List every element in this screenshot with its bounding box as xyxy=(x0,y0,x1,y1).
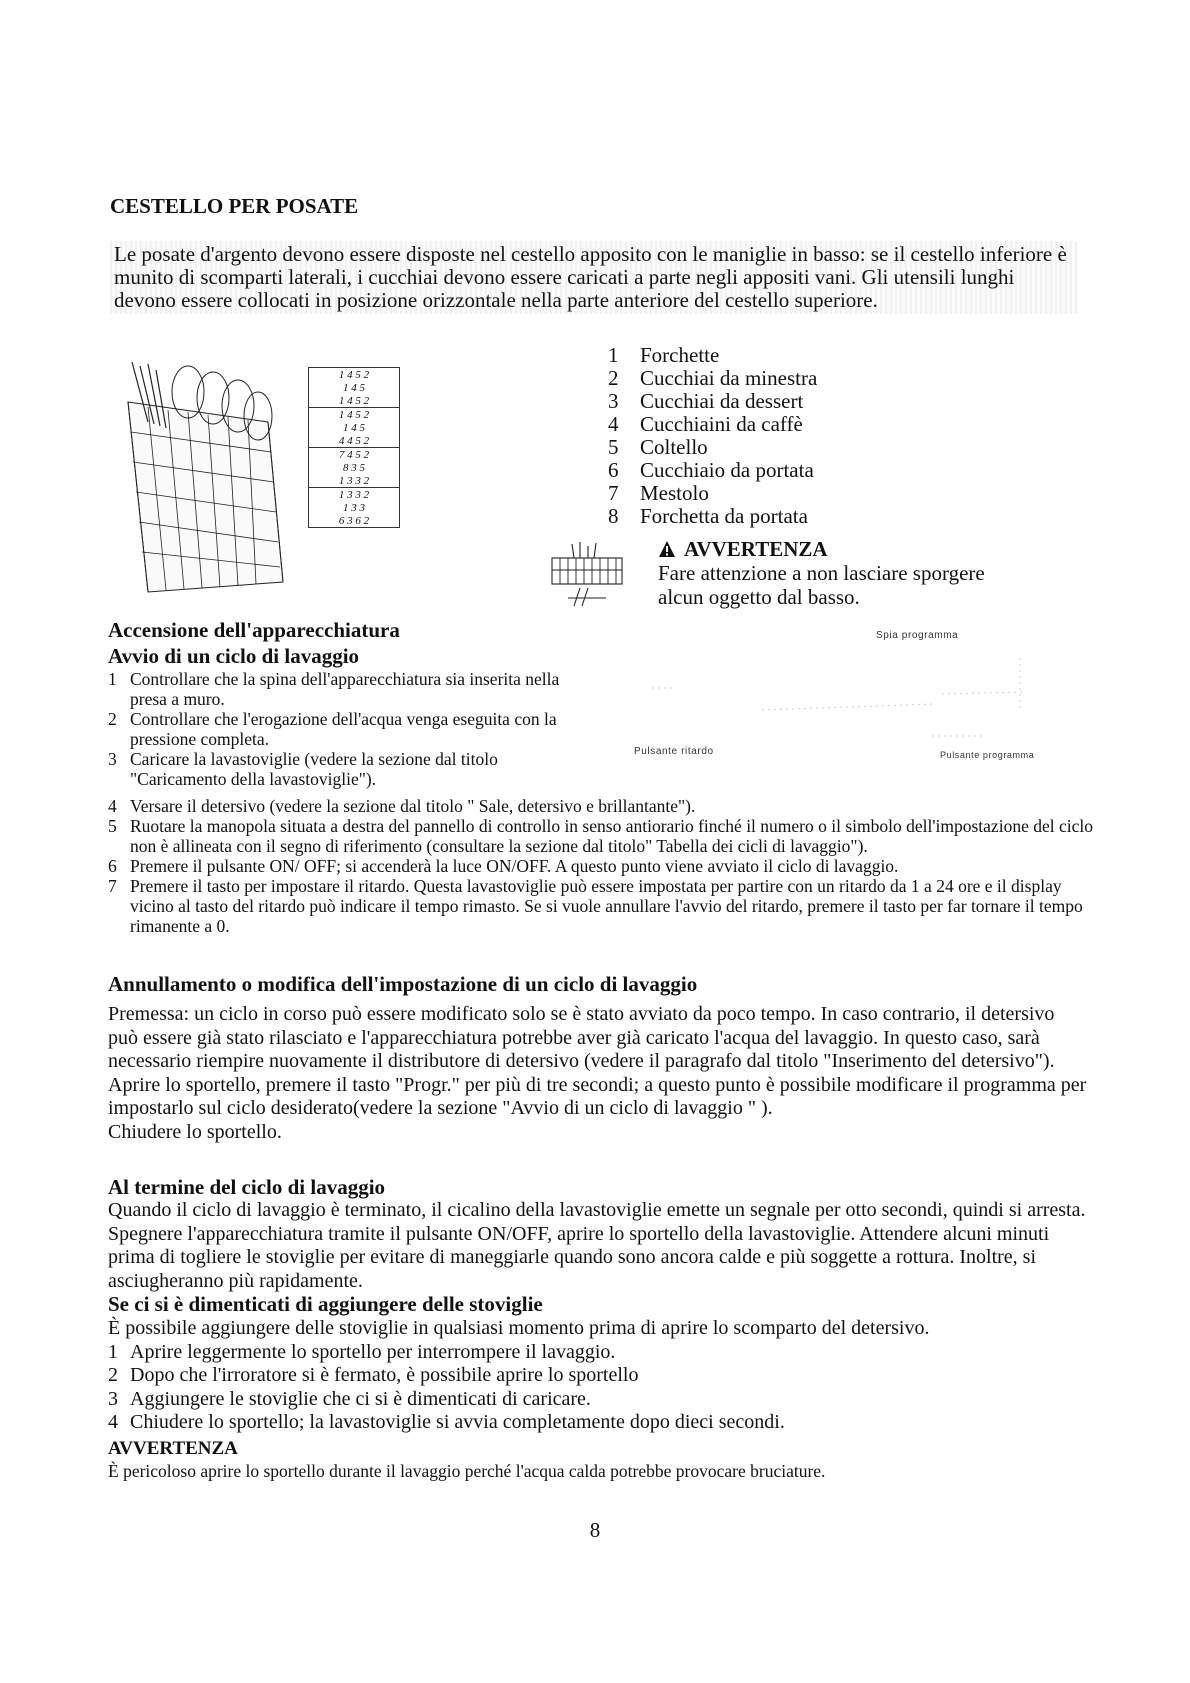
grid-cell: 1 4 5 xyxy=(343,421,365,434)
panel-label-ritardo: Pulsante ritardo xyxy=(634,746,714,757)
section-title: CESTELLO PER POSATE xyxy=(110,194,359,218)
grid-cell: 1 4 5 2 xyxy=(338,394,370,407)
heading-start-cycle: Avvio di un ciclo di lavaggio xyxy=(108,644,360,668)
control-panel-illustration xyxy=(632,626,1052,766)
panel-label-spia: Spia programma xyxy=(876,630,959,641)
heading-cancel: Annullamento o modifica dell'impostazione di un ciclo di lavaggio xyxy=(108,972,698,996)
grid-cell: 6 3 6 2 xyxy=(338,514,370,527)
cutlery-legend xyxy=(608,344,817,528)
legend-item: 4 Cucchiaini da caffè xyxy=(608,412,803,436)
heading-end-cycle: Al termine del ciclo di lavaggio xyxy=(108,1175,386,1199)
grid-cell: 1 4 5 2 xyxy=(309,368,400,382)
panel-label-programma: Pulsante programma xyxy=(940,750,1035,760)
paragraph: È possibile aggiungere delle stoviglie in qualsiasi momento prima di aprire lo scomparto del detersivo. xyxy=(108,1317,930,1339)
list-item: 3 Aggiungere le stoviglie che ci si è dimenticati di caricare. xyxy=(108,1387,591,1410)
list-item: 2 Controllare che l'erogazione dell'acqua venga eseguita con la pressione completa. xyxy=(108,709,557,749)
warning-triangle-icon xyxy=(658,540,676,558)
grid-cell: 1 4 5 2 xyxy=(309,408,400,422)
list-item: 6 Premere il pulsante ON/ OFF; si accenderà la luce ON/OFF. A questo punto viene avviato il ciclo di lavaggio. xyxy=(108,856,899,876)
warning-title: AVVERTENZA xyxy=(684,537,828,561)
start-steps-lower xyxy=(108,796,1098,936)
warning-title: AVVERTENZA xyxy=(108,1438,238,1459)
list-item: 4 Versare il detersivo (vedere la sezione dal titolo " Sale, detersivo e brillantante"). xyxy=(108,796,696,816)
grid-cell: 1 3 3 2 xyxy=(338,474,370,487)
list-item: 1 Aprire leggermente lo sportello per interrompere il lavaggio. xyxy=(108,1340,616,1363)
list-item: 4 Chiudere lo sportello; la lavastoviglie si avvia completamente dopo dieci secondi. xyxy=(108,1411,785,1434)
paragraph: Chiudere lo sportello. xyxy=(108,1120,282,1143)
grid-cell: 1 3 3 xyxy=(343,501,365,514)
legend-item: 1 Forchette xyxy=(608,343,720,367)
grid-cell: 4 4 5 2 xyxy=(338,434,370,447)
panel-faint-drawing xyxy=(632,652,1052,742)
warning-text: Fare attenzione a non lasciare sporgere xyxy=(658,561,985,585)
basket-protrusion-icon xyxy=(548,540,626,608)
list-item: 5 Ruotare la manopola situata a destra del pannello di controllo in senso antiorario finché il numero o il simbolo dell'impostazione del ciclo non è allineata con il segno di riferimento (consultare la sezione dal titolo" Tabella dei cicli di lavaggio"). xyxy=(108,816,1093,856)
cancel-text xyxy=(108,1003,1088,1145)
legend-item: 6 Cucchiaio da portata xyxy=(608,458,814,482)
legend-item: 8 Forchetta da portata xyxy=(608,504,808,528)
heading-forgot-dishes: Se ci si è dimenticati di aggiungere delle stoviglie xyxy=(108,1292,543,1316)
list-item: 3 Caricare la lavastoviglie (vedere la sezione dal titolo "Caricamento della lavastoviglie"). xyxy=(108,749,498,789)
cutlery-position-grid xyxy=(308,367,400,528)
warning-box xyxy=(658,537,985,609)
list-item: 1 Controllare che la spina dell'apparecchiatura sia inserita nella presa a muro. xyxy=(108,669,560,709)
paragraph: Quando il ciclo di lavaggio è terminato, il cicalino della lavastoviglie emette un segnale per otto secondi, quindi si arresta. Spegnere l'apparecchiatura tramite il pulsante ON/OFF, aprire lo sportello della lavastoviglie. Attendere alcuni minuti prima di togliere le stoviglie per evitare di maneggiarle quando sono ancora calde e più soggette a rottura. Inoltre, si asciugheranno più rapidamente. xyxy=(108,1199,1086,1292)
page-number: 8 xyxy=(589,1518,601,1542)
forgot-text xyxy=(108,1317,1088,1435)
paragraph: Premessa: un ciclo in corso può essere modificato solo se è stato avviato da poco tempo. In caso contrario, il detersivo può essere già stato rilasciato e l'apparecchiatura potrebbe aver già caricato l'acqua del lavaggio. In questo caso, sarà necessario riempire nuovamente il distributore di detersivo (vedere il paragrafo dal titolo "Inserimento del detersivo"). xyxy=(108,1003,1055,1073)
list-item: 7 Premere il tasto per impostare il ritardo. Questa lavastoviglie può essere impostata per partire con un ritardo da 1 a 24 ore e il display vicino al tasto del ritardo può indicare il tempo rimasto. Se si vuole annullare l'avvio del ritardo, premere il tasto per far tornare il tempo rimanente a 0. xyxy=(108,876,1083,936)
legend-item: 3 Cucchiai da dessert xyxy=(608,389,804,413)
cutlery-basket-illustration xyxy=(118,362,288,602)
warning-text: alcun oggetto dal basso. xyxy=(658,585,860,609)
paragraph: Aprire lo sportello, premere il tasto "Progr." per più di tre secondi; a questo punto è possibile modificare il programma per impostarlo sul ciclo desiderato(vedere la sezione "Avvio di un ciclo di lavaggio " ). xyxy=(108,1073,1087,1120)
legend-item: 7 Mestolo xyxy=(608,481,709,505)
grid-cell: 1 4 5 xyxy=(343,381,365,394)
start-steps-upper xyxy=(108,669,578,789)
legend-item: 5 Coltello xyxy=(608,435,708,459)
heading-power-on: Accensione dell'apparecchiatura xyxy=(108,618,400,642)
list-item: 2 Dopo che l'irroratore si è fermato, è possibile aprire lo sportello xyxy=(108,1364,639,1387)
warning-text: È pericoloso aprire lo sportello durante il lavaggio perché l'acqua calda potrebbe provocare bruciature. xyxy=(108,1461,826,1481)
grid-cell: 7 4 5 2 xyxy=(309,448,400,462)
grid-cell: 1 3 3 2 xyxy=(309,488,400,502)
intro-paragraph: Le posate d'argento devono essere disposte nel cestello apposito con le maniglie in basso: se il cestello inferiore è munito di scomparti laterali, i cucchiai devono essere caricati a parte negli appositi vani. Gli utensili lunghi devono essere collocati in posizione orizzontale nella parte anteriore del cestello superiore. xyxy=(110,241,1078,314)
legend-item: 2 Cucchiai da minestra xyxy=(608,366,818,390)
grid-cell: 8 3 5 xyxy=(343,461,365,474)
